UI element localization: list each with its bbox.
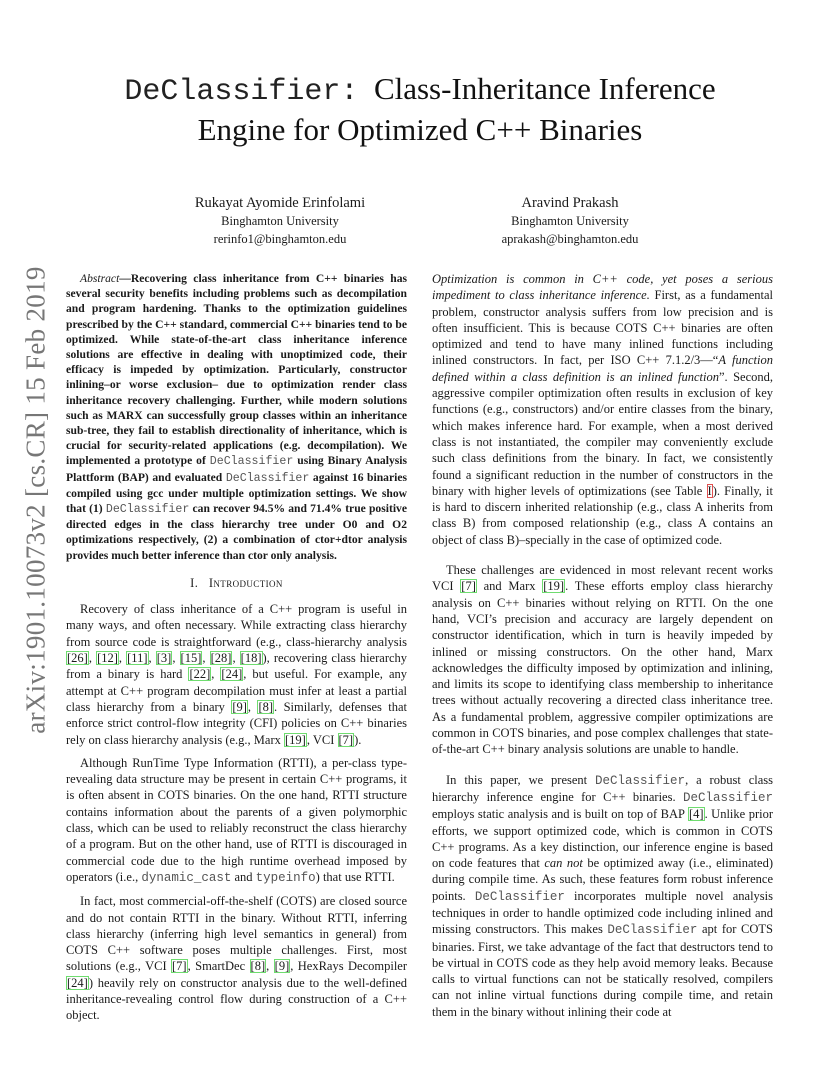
left-column	[66, 271, 407, 1024]
tool-name: DeClassifier	[105, 503, 190, 517]
citation-link[interactable]: [8]	[258, 699, 274, 714]
abstract-paragraph: Abstract—Recovering class inheritance from C++ binaries has several security benefits including problems such as decompilation and program hardening. Thanks to the optimization guidelines prescribed by the C++ standard, commercial C++ binaries tend to be optimized. While state-of-the-art class inheritance inference solutions are effective in dealing with unoptimized code, their efficacy is impeded by optimization. Particularly, constructor inlining–or worse exclusion– due to optimization render class inheritance recovery challenging. Further, while modern solutions such as MARX can successfully group classes within an inheritance sub-tree, they fail to establish directionality of inheritance, which is crucial for security-related applications (e.g. decompilation). We implemented a prototype of DeClassifier using Binary Analysis Plattform (BAP) and evaluated DeClassifier against 16 binaries compiled using gcc under multiple optimization settings. We show that (1) DeClassifier can recover 94.5% and 71.4% true positive directed edges in the class hierarchy tree under O0 and O2 optimizations respectively, (2) a combination of ctor+dtor analysis provides much better inference than ctor only analysis.	[66, 272, 407, 562]
citation-link[interactable]: [19]	[543, 579, 565, 594]
body-paragraph: Although RunTime Type Information (RTTI), a per-class type-revealing data structure may be present in certain C++ programs, it is often absent in COTS binaries. On the one hand, RTTI structure contains information about the parents of a given polymorphic class, which can be used to reliably reconstruct the class hierarchy of a program. But on the other hand, use of RTTI is discouraged in commercial code due to the high runtime overhead imposed by operators (i.e., dynamic_cast and typeinfo) that use RTTI.	[66, 755, 407, 885]
citation-link[interactable]: [28]	[210, 651, 232, 666]
tool-name: DeClassifier	[595, 773, 686, 788]
code-term: dynamic_cast	[141, 870, 232, 885]
citation-link[interactable]: [3]	[156, 651, 172, 666]
author-email[interactable]: aprakash@binghamton.edu	[501, 232, 639, 246]
tool-name: DeClassifier	[225, 471, 310, 485]
code-term: typeinfo	[255, 870, 316, 885]
title-line-1	[60, 70, 780, 111]
citation-link[interactable]: [11]	[127, 651, 148, 666]
body-paragraph: In fact, most commercial-off-the-shelf (COTS) are closed source and do not contain RTTI in the binary. Without RTTI, inferring class hierarchy (inferring high level semantics in general) from COTS C++ software poses multiple challenges. First, most solutions (e.g., VCI [7], SmartDec [8], [9], HexRays Decompiler [24]) heavily rely on constructor analysis due to the well-defined inheritance-revealing control flow during construction of a C++ object.	[66, 894, 408, 1023]
citation-link[interactable]: [18]	[240, 651, 262, 666]
tool-name: DeClassifier	[607, 923, 698, 938]
author-name: Aravind Prakash	[521, 195, 619, 211]
citation-link[interactable]: [7]	[461, 579, 476, 594]
citation-link[interactable]: [9]	[274, 959, 290, 974]
section-number: I.	[190, 575, 199, 590]
tool-name: DeClassifier	[682, 790, 773, 805]
citation-link[interactable]: [22]	[189, 667, 211, 682]
section-heading	[66, 575, 407, 591]
author-block-2	[460, 194, 680, 248]
author-block-1	[170, 194, 390, 248]
citation-link[interactable]: [4]	[688, 807, 704, 822]
citation-link[interactable]: [24]	[221, 667, 243, 682]
citation-link[interactable]: [15]	[180, 651, 202, 666]
paper-title	[60, 70, 780, 149]
arxiv-identifier-stamp	[6, 266, 66, 734]
author-affiliation: Binghamton University	[221, 214, 339, 228]
author-name: Rukayat Ayomide Erinfolami	[194, 195, 366, 211]
citation-link[interactable]: [12]	[97, 651, 118, 666]
title-tool-name: DeClassifier:	[124, 75, 359, 109]
right-column	[432, 271, 773, 1020]
citation-link[interactable]: [9]	[232, 699, 247, 714]
tool-name: DeClassifier	[474, 889, 565, 904]
title-line-2: Engine for Optimized C++ Binaries	[197, 112, 643, 147]
citation-link[interactable]: [7]	[338, 732, 354, 747]
citation-link[interactable]: [24]	[67, 975, 88, 990]
body-paragraph: Recovery of class inheritance of a C++ program is useful in many ways, and often necessary. While extracting class hierarchy from source code is straightforward (e.g., class-hierarchy analysis [26], [12], [11], [3], [15], [28], [18]), recovering class hierarchy from a binary is hard [22], [24], but useful. For example, any attempt at C++ program decompilation must infer at least a partial class hierarchy from a binary [9], [8]. Similarly, defenses that enforce strict control-flow integrity (CFI) policies on C++ binaries rely on class hierarchy analysis (e.g., Marx [19], VCI [7]).	[66, 602, 408, 747]
author-email[interactable]: rerinfo1@binghamton.edu	[213, 232, 347, 246]
table-reference-link[interactable]: I	[707, 483, 712, 498]
title-line-1-text: Class-Inheritance Inference	[373, 71, 716, 106]
author-affiliation: Binghamton University	[511, 214, 629, 228]
citation-link[interactable]: [8]	[250, 959, 266, 974]
citation-link[interactable]: [19]	[284, 732, 306, 747]
emphasis-text: can not	[544, 856, 583, 871]
citation-link[interactable]: [26]	[67, 651, 88, 666]
body-paragraph: In this paper, we present DeClassifier, a robust class hierarchy inference engine for C++ binaries. DeClassifier employs static analysis and is built on top of BAP [4]. Unlike prior efforts, we support optimized code, which is common in COTS C++ programs. As a key distinction, our inference engine is based on code features that can not be optimized away (i.e., eliminated) during compile time. As such, these features form robust inference points. DeClassifier incorporates multiple novel analysis techniques in order to handle optimized code including inlined and missing constructors. This makes DeClassifier apt for COTS binaries. First, we take advantage of the fact that destructors tend to be virtual in COTS code as they help avoid memory leaks. Because calls to virtual functions can not be statically resolved, compilers can not inline virtual functions during compile time, and retain them in the binary without inlining their code at	[432, 772, 774, 1019]
section-title: Introduction	[208, 575, 283, 590]
tool-name: DeClassifier	[209, 455, 294, 469]
body-paragraph: Optimization is common in C++ code, yet poses a serious impediment to class inheritance inference. First, as a fundamental problem, constructor analysis suffers from low precision and is often insufficient. This is because COTS C++ binaries are often optimized and tend to have many inlined functions including inlined constructors. In fact, per ISO C++ 7.1.2/3—“A function defined within a class definition is an inlined function”. Second, aggressive compiler optimization often results in exclusion of key functions (e.g., constructors) and/or entire classes from the binary, which makes inference hard. For example, when a most derived class is not instantiated, the compiler may conveniently exclude such class definitions from the binary. In fact, we consistently found a significant reduction in the number of constructors in the binary with higher levels of optimizations (see Table I). Finally, it is hard to discern inherited relationship (e.g., class A inherits from class B) from composed relationship (e.g., class A contains an object of class B)–specially in the case of optimized code.	[432, 272, 774, 547]
citation-link[interactable]: [7]	[172, 959, 187, 974]
abstract-lead: Abstract	[80, 272, 120, 285]
arxiv-identifier-text: arXiv:1901.10073v2 [cs.CR] 15 Feb 2019	[20, 266, 51, 734]
emphasis-text: Optimization is common in C++ code, yet poses a serious impediment to class inheritance inference.	[432, 272, 773, 303]
quote-text: A function defined within a class definition is an inlined function	[432, 353, 773, 384]
body-paragraph: These challenges are evidenced in most relevant recent works VCI [7] and Marx [19]. These efforts employ class hierarchy analysis on C++ binaries without relying on RTTI. On the one hand, VCI’s precision and accuracy are largely dependent on constructor identification, which in turn is heavily impeded by inlined or missing constructors. On the other hand, Marx acknowledges the difficulty imposed by optimization and inlining, and limits its scope to identifying class membership to inheritance trees without actually recovering a directed class inheritance tree. As a fundamental problem, aggressive compiler optimizations are common in COTS binaries, and pose complex challenges that state-of-the-art C++ binary analysis solutions are unable to handle.	[432, 563, 773, 757]
